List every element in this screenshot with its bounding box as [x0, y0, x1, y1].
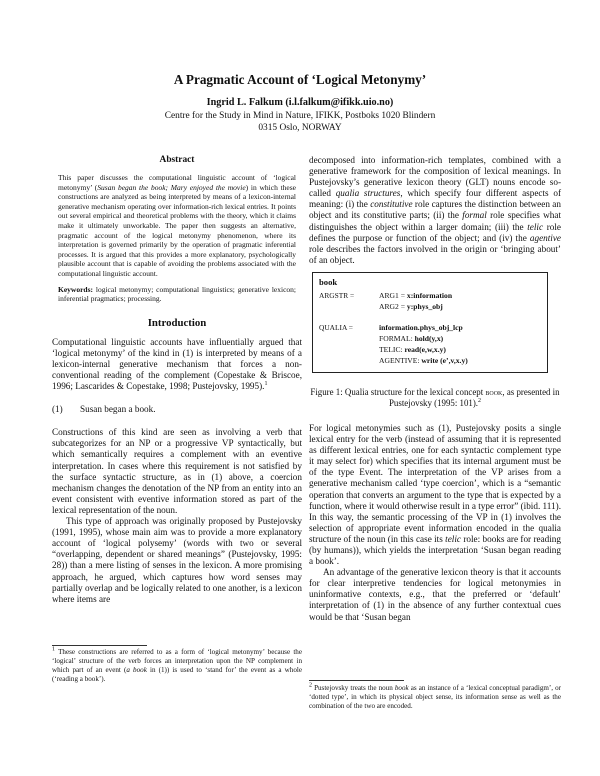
right-column [309, 155, 561, 623]
right-paragraph-1 [309, 155, 561, 266]
abstract-example: Susan began the book; Mary enjoyed the movie [97, 182, 246, 192]
right-paragraph-2 [309, 423, 561, 567]
arg2 [379, 301, 443, 312]
arg1-label: ARG1 = [379, 290, 407, 300]
footnote-2-text: as an instance of a ‘lexical conceptual paradigm’, or ‘dotted type’, in which its physical object sense, its information sense as well as the combination of the two are encoded. [309, 684, 561, 710]
footnote-1-text: These constructions are referred to as a form of ‘logical metonymy’ because the ‘logical’ structure of the verb forces an interpretation upon the NP complement in which part of an event ( [52, 648, 302, 674]
intro-paragraph-1 [52, 337, 302, 392]
keywords [58, 285, 296, 304]
argstr-label: ARGSTR = [319, 290, 355, 300]
keywords-list: logical metonymy; computational linguistics; generative lexicon; inferential pragmatics; processing. [58, 284, 296, 304]
abstract-heading: Abstract [159, 155, 195, 165]
left-column [52, 155, 302, 605]
term-formal: formal [462, 210, 487, 221]
p-text: role captures the distinction between an object and its constitutive parts; (ii) the [309, 199, 561, 221]
section-heading-introduction: Introduction [147, 316, 207, 329]
agentive-value: write (e’,v,x.y) [421, 355, 468, 365]
p-text: decomposed into information-rich templates, combined with a generative framework for the composition of lexical meanings. In Pustejovsky’s generative lexicon theory (GLT) nouns encode so-called [309, 155, 561, 199]
formal [379, 333, 443, 344]
intro-paragraph-2: Constructions of this kind are seen as involving a verb that subcategorizes for an NP or a progressive VP syntactically, but which semantically requires a complement with an eventive interpretation. In cases where this requirement is not satisfied by the surface syntactic structure, as in (1) above, a coercion mechanism changes the denotation of the NP from an entity into an event consistent with eventive information stored as part of the lexical representation of the noun. [52, 427, 302, 515]
term-telic: telic [527, 221, 544, 232]
arg2-row [319, 301, 541, 312]
arg1-value: x:information [406, 290, 453, 300]
formal-row [319, 333, 541, 344]
caption-concept: book [485, 386, 503, 397]
p-text: role specifies what distinguishes the object within a larger domain; (iii) the [309, 210, 562, 232]
example-text: Susan began a book. [80, 404, 156, 415]
qualia-type: information.phys_obj_lcp [379, 322, 463, 332]
qualia-row [319, 322, 541, 333]
abstract-text-part: This paper discusses the computational linguistic account of ‘logical metonymy’ ( [58, 173, 296, 192]
affiliation [0, 110, 600, 134]
keywords-label: Keywords: [58, 284, 93, 294]
p-text: role describes the factors involved in the origin or ‘bringing about’ of an object. [309, 243, 561, 265]
affiliation-line-1: Centre for the Study in Mind in Nature, IFIKK, Postboks 1020 Blindern [164, 111, 436, 121]
formal-value: hold(y,x) [414, 333, 444, 343]
footnote-1 [52, 648, 302, 684]
agentive-label: AGENTIVE: [379, 355, 422, 365]
term-telic: telic [445, 533, 461, 544]
abstract-text-part: ) in which these constructions are analyzed as being interpreted by means of a lexicon-internal generative mechanism operating over information-rich lexical entries. It points out several empirical and theoretical problems with the theory, which it claims make it ultimately unworkable. The paper then suggests an alternative, pragmatic account of the logical metonymy phenomenon, where its interpretation is governed primarily by the operation of pragmatic inferential processes. It is argued that this provides a more explanatory, psychologically plausible account that is capable of avoiding the problems associated with the computational linguistic account. [58, 182, 296, 278]
footnote-1-text: in (1)) is used to ‘stand for’ the event as a whole (‘reading a book’). [52, 666, 302, 683]
arg2-value: y:phys_obj [406, 301, 443, 311]
term-qualia: qualia structures [335, 188, 401, 199]
telic-row [319, 344, 541, 355]
example-number: (1) [52, 404, 63, 415]
agentive [379, 355, 468, 366]
footnote-rule-right [309, 680, 404, 681]
affiliation-line-2: 0315 Oslo, NORWAY [258, 123, 342, 133]
p-text: , which specify four different aspects of meaning: (i) the [309, 188, 562, 210]
qualia-structure-box [312, 272, 548, 373]
telic-label: TELIC: [379, 344, 405, 354]
term-agentive: agentive [529, 232, 561, 243]
paper-title: A Pragmatic Account of ‘Logical Metonymy’ [173, 72, 427, 87]
footnote-ref-2: 2 [478, 397, 481, 404]
footnote-ref-1: 1 [264, 381, 268, 388]
caption-text: Figure 1: Qualia structure for the lexical concept [310, 386, 486, 397]
author-line: Ingrid L. Falkum (i.l.falkum@ifikk.uio.no) [206, 97, 394, 108]
arg1 [379, 290, 452, 301]
figure-1-caption [309, 387, 561, 409]
term-constitutive: constitutive [370, 199, 413, 210]
telic [379, 344, 446, 355]
qualia-value [379, 322, 463, 333]
arg2-label: ARG2 = [379, 301, 407, 311]
argstr-row [319, 290, 541, 301]
footnote-2-number: 2 [309, 682, 312, 689]
caption-text: , as presented in Pustejovsky (1995: 101). [389, 386, 560, 408]
right-paragraph-3: An advantage of the generative lexicon theory is that it accounts for clear interpretive tendencies for logical metonymies in uninformative contexts, e.g., that the preferred or ‘default’ interpretation of (1) in the absence of any further contextual cues would be that ‘Susan began [309, 567, 561, 622]
footnote-2-text: Pustejovsky treats the noun [312, 684, 395, 692]
p-text: For logical metonymies such as (1), Pustejovsky posits a single lexical entry for the verb (instead of assuming that it is represented as different lexical entries, one for each syntactic complement type it may select for) which specifies that its internal argument must be of the type Event. The interpretation of the VP arises from a generative mechanism called ‘type coercion’, which is a “semantic operation that converts an argument to the type that is expected by a function, where it would otherwise result in a type error” (ibid. 111). In this way, the semantic processing of the VP in (1) involves the selection of appropriate event information encoded in the qualia structure of the noun (in this case its [309, 422, 561, 544]
footnote-2-italic: book [394, 684, 409, 692]
qualia-box-head: book [319, 276, 338, 287]
intro-p1-text: Computational linguistic accounts have influentially argued that ‘logical metonymy’ of the kind in (1) is interpreted by means of a lexicon-internal generative mechanism that forces a non-conventional reading of the complement (Copestake & Briscoe, 1996; Lascarides & Copestake, 1998; Pustejovsky, 1995). [52, 336, 302, 392]
p-text: role: books are for reading (by humans)), which yields the interpretation ‘Susan began reading a book’. [309, 533, 561, 567]
formal-label: FORMAL: [379, 333, 415, 343]
footnote-1-italic: a book [126, 666, 147, 674]
agentive-row [319, 355, 541, 366]
footnote-1-number: 1 [52, 646, 55, 653]
intro-paragraph-3: This type of approach was originally proposed by Pustejovsky (1991, 1995), whose main aim was to provide a more explanatory account of ‘logical polysemy’ (words with two or several “overlapping, dependent or shared meanings” (Pustejovsky, 1995: 28)) than a mere listing of senses in the lexicon. A more promising approach, he argued, which captures how word senses may partially overlap and be logically related to one another, is a lexicon where items are [52, 516, 302, 604]
example-1 [52, 404, 302, 415]
abstract-text [58, 173, 296, 279]
p-text: role defines the purpose or function of the object; and (iv) the [309, 221, 561, 243]
qualia-label: QUALIA = [319, 322, 353, 332]
footnote-rule-left [52, 645, 147, 646]
footnote-2 [309, 684, 561, 711]
telic-value: read(e,w,x.y) [404, 344, 446, 354]
